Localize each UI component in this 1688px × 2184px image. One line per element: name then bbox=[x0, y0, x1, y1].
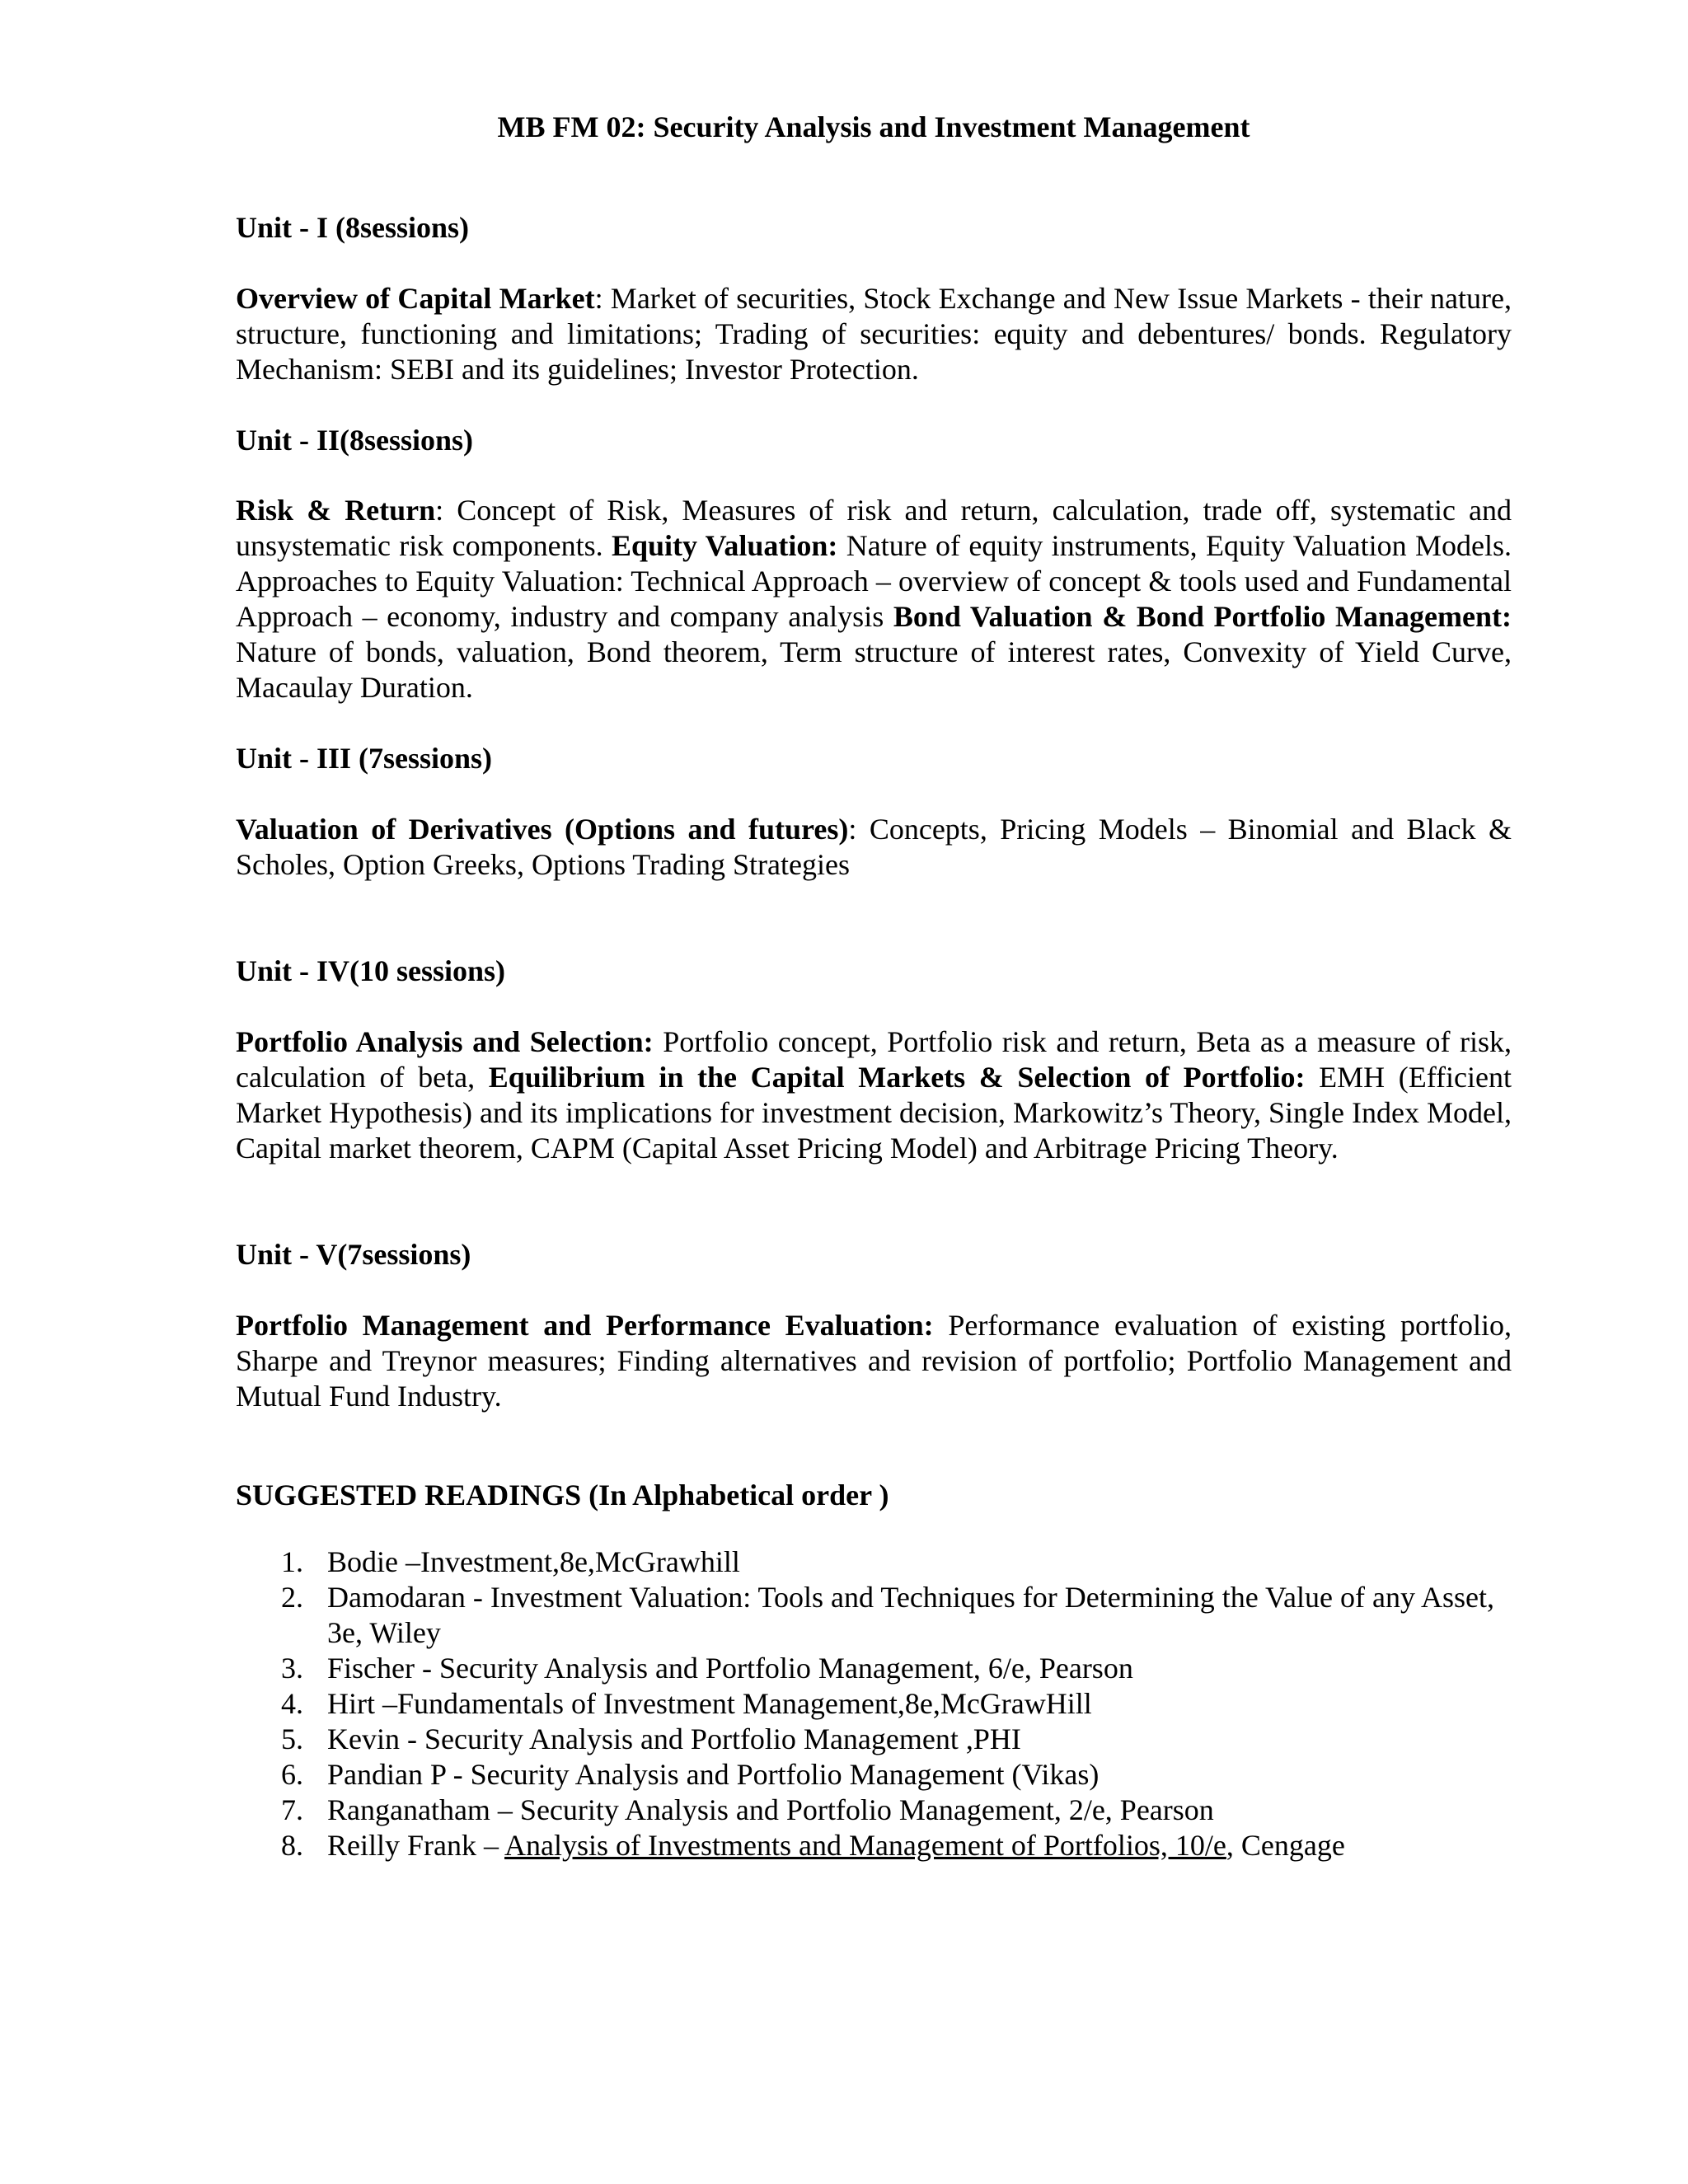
reading-text: Fischer - Security Analysis and Portfolio Management, 6/e, Pearson bbox=[327, 1652, 1133, 1685]
unit-5-topic: Portfolio Management and Performance Evaluation: bbox=[236, 1309, 934, 1342]
unit-4-text-2: EMH (Efficient Market Hypothesis) and its implications for investment decision, Markowitz’s Theory, Single Index Model, Capital market theorem, CAPM (Capital Asset Pricing Model) and Arbitrage Pricing Theory. bbox=[236, 1061, 1512, 1165]
unit-1-content bbox=[236, 281, 1512, 387]
unit-2-text-1: : Concept of Risk, Measures of risk and return, calculation, trade off, systematic and unsystematic risk components. bbox=[236, 494, 1512, 562]
reading-text: Reilly Frank – bbox=[327, 1829, 504, 1862]
reading-number: 5. bbox=[281, 1722, 303, 1755]
reading-text: Ranganatham – Security Analysis and Portfolio Management, 2/e, Pearson bbox=[327, 1793, 1214, 1826]
reading-item bbox=[236, 1580, 1512, 1651]
reading-text: Bodie –Investment,8e,McGrawhill bbox=[327, 1545, 740, 1578]
unit-2-heading: Unit - II(8sessions) bbox=[236, 424, 474, 457]
unit-5-text: Performance evaluation of existing portfolio, Sharpe and Treynor measures; Finding alternatives and revision of portfolio; Portfolio Management and Mutual Fund Industry. bbox=[236, 1309, 1512, 1413]
reading-number: 7. bbox=[281, 1793, 303, 1826]
unit-1-text: : Market of securities, Stock Exchange and New Issue Markets - their nature, structure, functioning and limitations; Trading of securities: equity and debentures/ bonds. Regulatory Mechanism: SEBI and its guidelines; Investor Protection. bbox=[236, 282, 1512, 386]
reading-number: 4. bbox=[281, 1687, 303, 1720]
page-title: MB FM 02: Security Analysis and Investment Management bbox=[497, 110, 1250, 143]
unit-2-text-3: Nature of bonds, valuation, Bond theorem, Term structure of interest rates, Convexity of Yield Curve, Macaulay Duration. bbox=[236, 635, 1512, 704]
unit-2-topic-1: Risk & Return bbox=[236, 494, 436, 527]
unit-3-topic: Valuation of Derivatives (Options and futures) bbox=[236, 813, 849, 846]
unit-4-heading: Unit - IV(10 sessions) bbox=[236, 954, 506, 987]
unit-4-content bbox=[236, 1024, 1512, 1166]
unit-3-text: : Concepts, Pricing Models – Binomial and Black & Scholes, Option Greeks, Options Trading Strategies bbox=[236, 813, 1512, 881]
reading-text: Kevin - Security Analysis and Portfolio Management ,PHI bbox=[327, 1722, 1021, 1755]
reading-item bbox=[236, 1651, 1512, 1686]
unit-2-content bbox=[236, 493, 1512, 705]
unit-1-heading: Unit - I (8sessions) bbox=[236, 211, 470, 244]
reading-item bbox=[236, 1686, 1512, 1722]
reading-text: Hirt –Fundamentals of Investment Management,8e,McGrawHill bbox=[327, 1687, 1092, 1720]
reading-item bbox=[236, 1793, 1512, 1828]
reading-text: Damodaran - Investment Valuation: Tools and Techniques for Determining the Value of any Asset, 3e, Wiley bbox=[327, 1581, 1494, 1649]
reading-publisher: , Cengage bbox=[1226, 1829, 1345, 1862]
reading-text: Pandian P - Security Analysis and Portfolio Management (Vikas) bbox=[327, 1758, 1100, 1791]
reading-number: 6. bbox=[281, 1758, 303, 1791]
unit-4-topic-1: Portfolio Analysis and Selection: bbox=[236, 1025, 654, 1058]
reading-item bbox=[236, 1828, 1512, 1863]
unit-4-topic-2: Equilibrium in the Capital Markets & Selection of Portfolio: bbox=[488, 1061, 1306, 1094]
unit-4-text-1: Portfolio concept, Portfolio risk and return, Beta as a measure of risk, calculation of beta, bbox=[236, 1025, 1512, 1094]
reading-number: 2. bbox=[281, 1581, 303, 1614]
reading-item bbox=[236, 1722, 1512, 1757]
reading-underlined-title: Analysis of Investments and Management of Portfolios, 10/e bbox=[504, 1829, 1226, 1862]
unit-5-content bbox=[236, 1308, 1512, 1414]
unit-5-heading: Unit - V(7sessions) bbox=[236, 1238, 471, 1271]
reading-item bbox=[236, 1544, 1512, 1580]
reading-item bbox=[236, 1757, 1512, 1793]
unit-1-topic: Overview of Capital Market bbox=[236, 282, 595, 315]
reading-number: 8. bbox=[281, 1829, 303, 1862]
unit-2-text-2: Nature of equity instruments, Equity Valuation Models. Approaches to Equity Valuation: Technical Approach – overview of concept & tools used and Fundamental Approach – economy, industry and company analysis bbox=[236, 529, 1512, 633]
readings-heading: SUGGESTED READINGS (In Alphabetical order ) bbox=[236, 1479, 889, 1511]
unit-3-content bbox=[236, 812, 1512, 883]
unit-3-heading: Unit - III (7sessions) bbox=[236, 742, 493, 775]
unit-2-topic-3: Bond Valuation & Bond Portfolio Management: bbox=[893, 600, 1512, 633]
reading-number: 1. bbox=[281, 1545, 303, 1578]
unit-2-topic-2: Equity Valuation: bbox=[611, 529, 838, 562]
reading-number: 3. bbox=[281, 1652, 303, 1685]
readings-list bbox=[236, 1544, 1512, 1863]
